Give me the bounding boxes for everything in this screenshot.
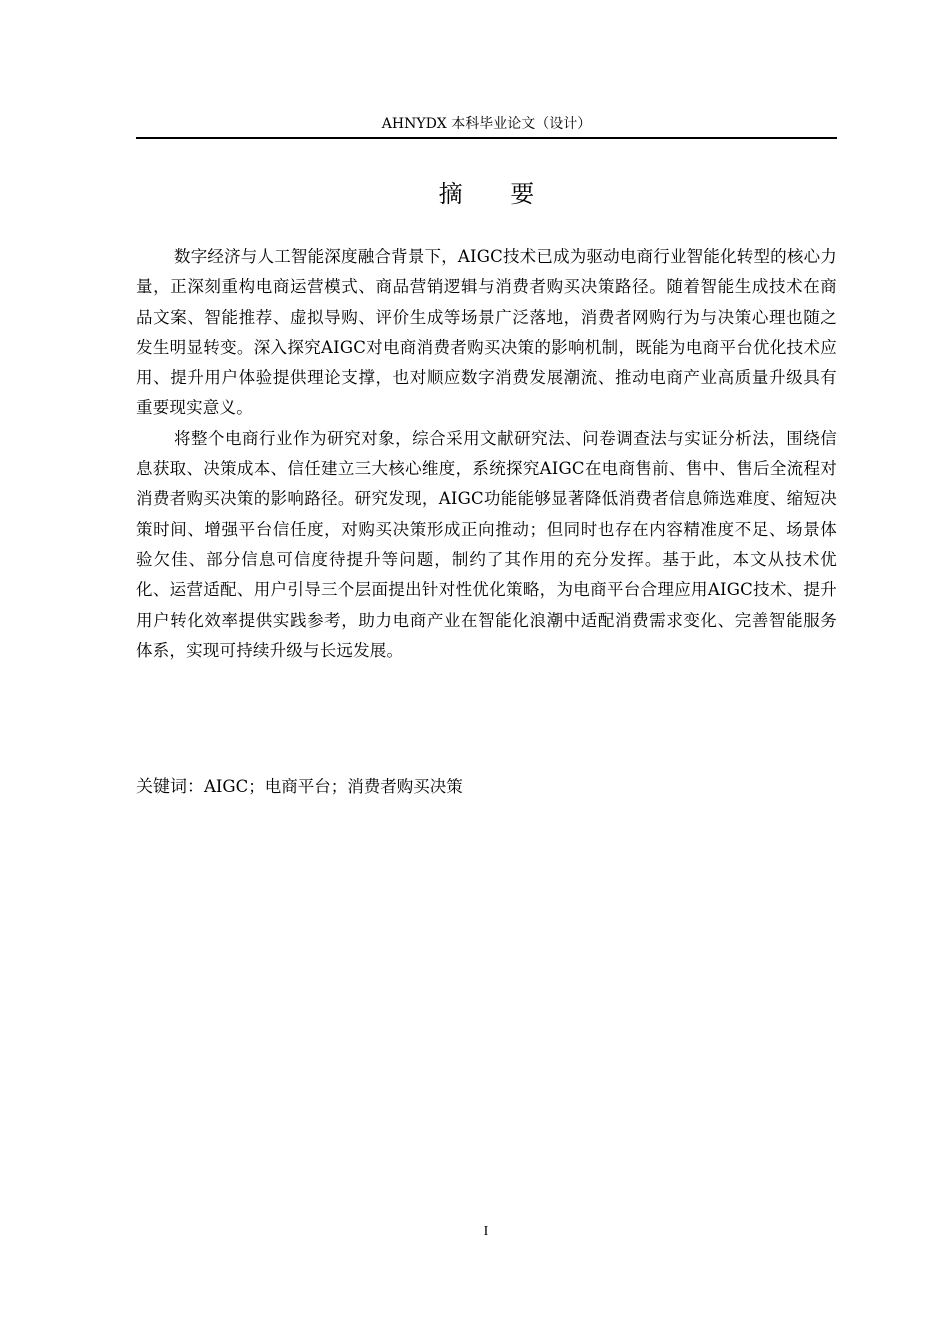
keywords-label: 关键词： — [136, 777, 204, 797]
header-rule — [136, 137, 837, 139]
abstract-body — [136, 242, 837, 666]
keywords-value: AIGC；电商平台；消费者购买决策 — [204, 777, 463, 796]
page-number: I — [483, 1224, 489, 1239]
abstract-paragraph-2: 将整个电商行业作为研究对象，综合采用文献研究法、问卷调查法与实证分析法，围绕信息获取、决策成本、信任建立三大核心维度，系统探究AIGC在电商售前、售中、售后全流程对消费者购买决策的影响路径。研究发现，AIGC功能能够显著降低消费者信息筛选难度、缩短决策时间、增强平台信任度，对购买决策形成正向推动；但同时也存在内容精准度不足、场景体验欠佳、部分信息可信度待提升等问题，制约了其作用的充分发挥。基于此，本文从技术优化、运营适配、用户引导三个层面提出针对性优化策略，为电商平台合理应用AIGC技术、提升用户转化效率提供实践参考，助力电商产业在智能化浪潮中适配消费需求变化、完善智能服务体系，实现可持续升级与长远发展。 — [136, 428, 837, 660]
abstract-title: 摘 要 — [438, 180, 555, 208]
page-header: AHNYDX 本科毕业论文（设计） — [381, 116, 592, 132]
abstract-paragraph-1: 数字经济与人工智能深度融合背景下，AIGC技术已成为驱动电商行业智能化转型的核心力量，正深刻重构电商运营模式、商品营销逻辑与消费者购买决策路径。随着智能生成技术在商品文案、智能推荐、虚拟导购、评价生成等场景广泛落地，消费者网购行为与决策心理也随之发生明显转变。深入探究AIGC对电商消费者购买决策的影响机制，既能为电商平台优化技术应用、提升用户体验提供理论支撑，也对顺应数字消费发展潮流、推动电商产业高质量升级具有重要现实意义。 — [136, 247, 837, 418]
keywords-line — [136, 772, 837, 802]
